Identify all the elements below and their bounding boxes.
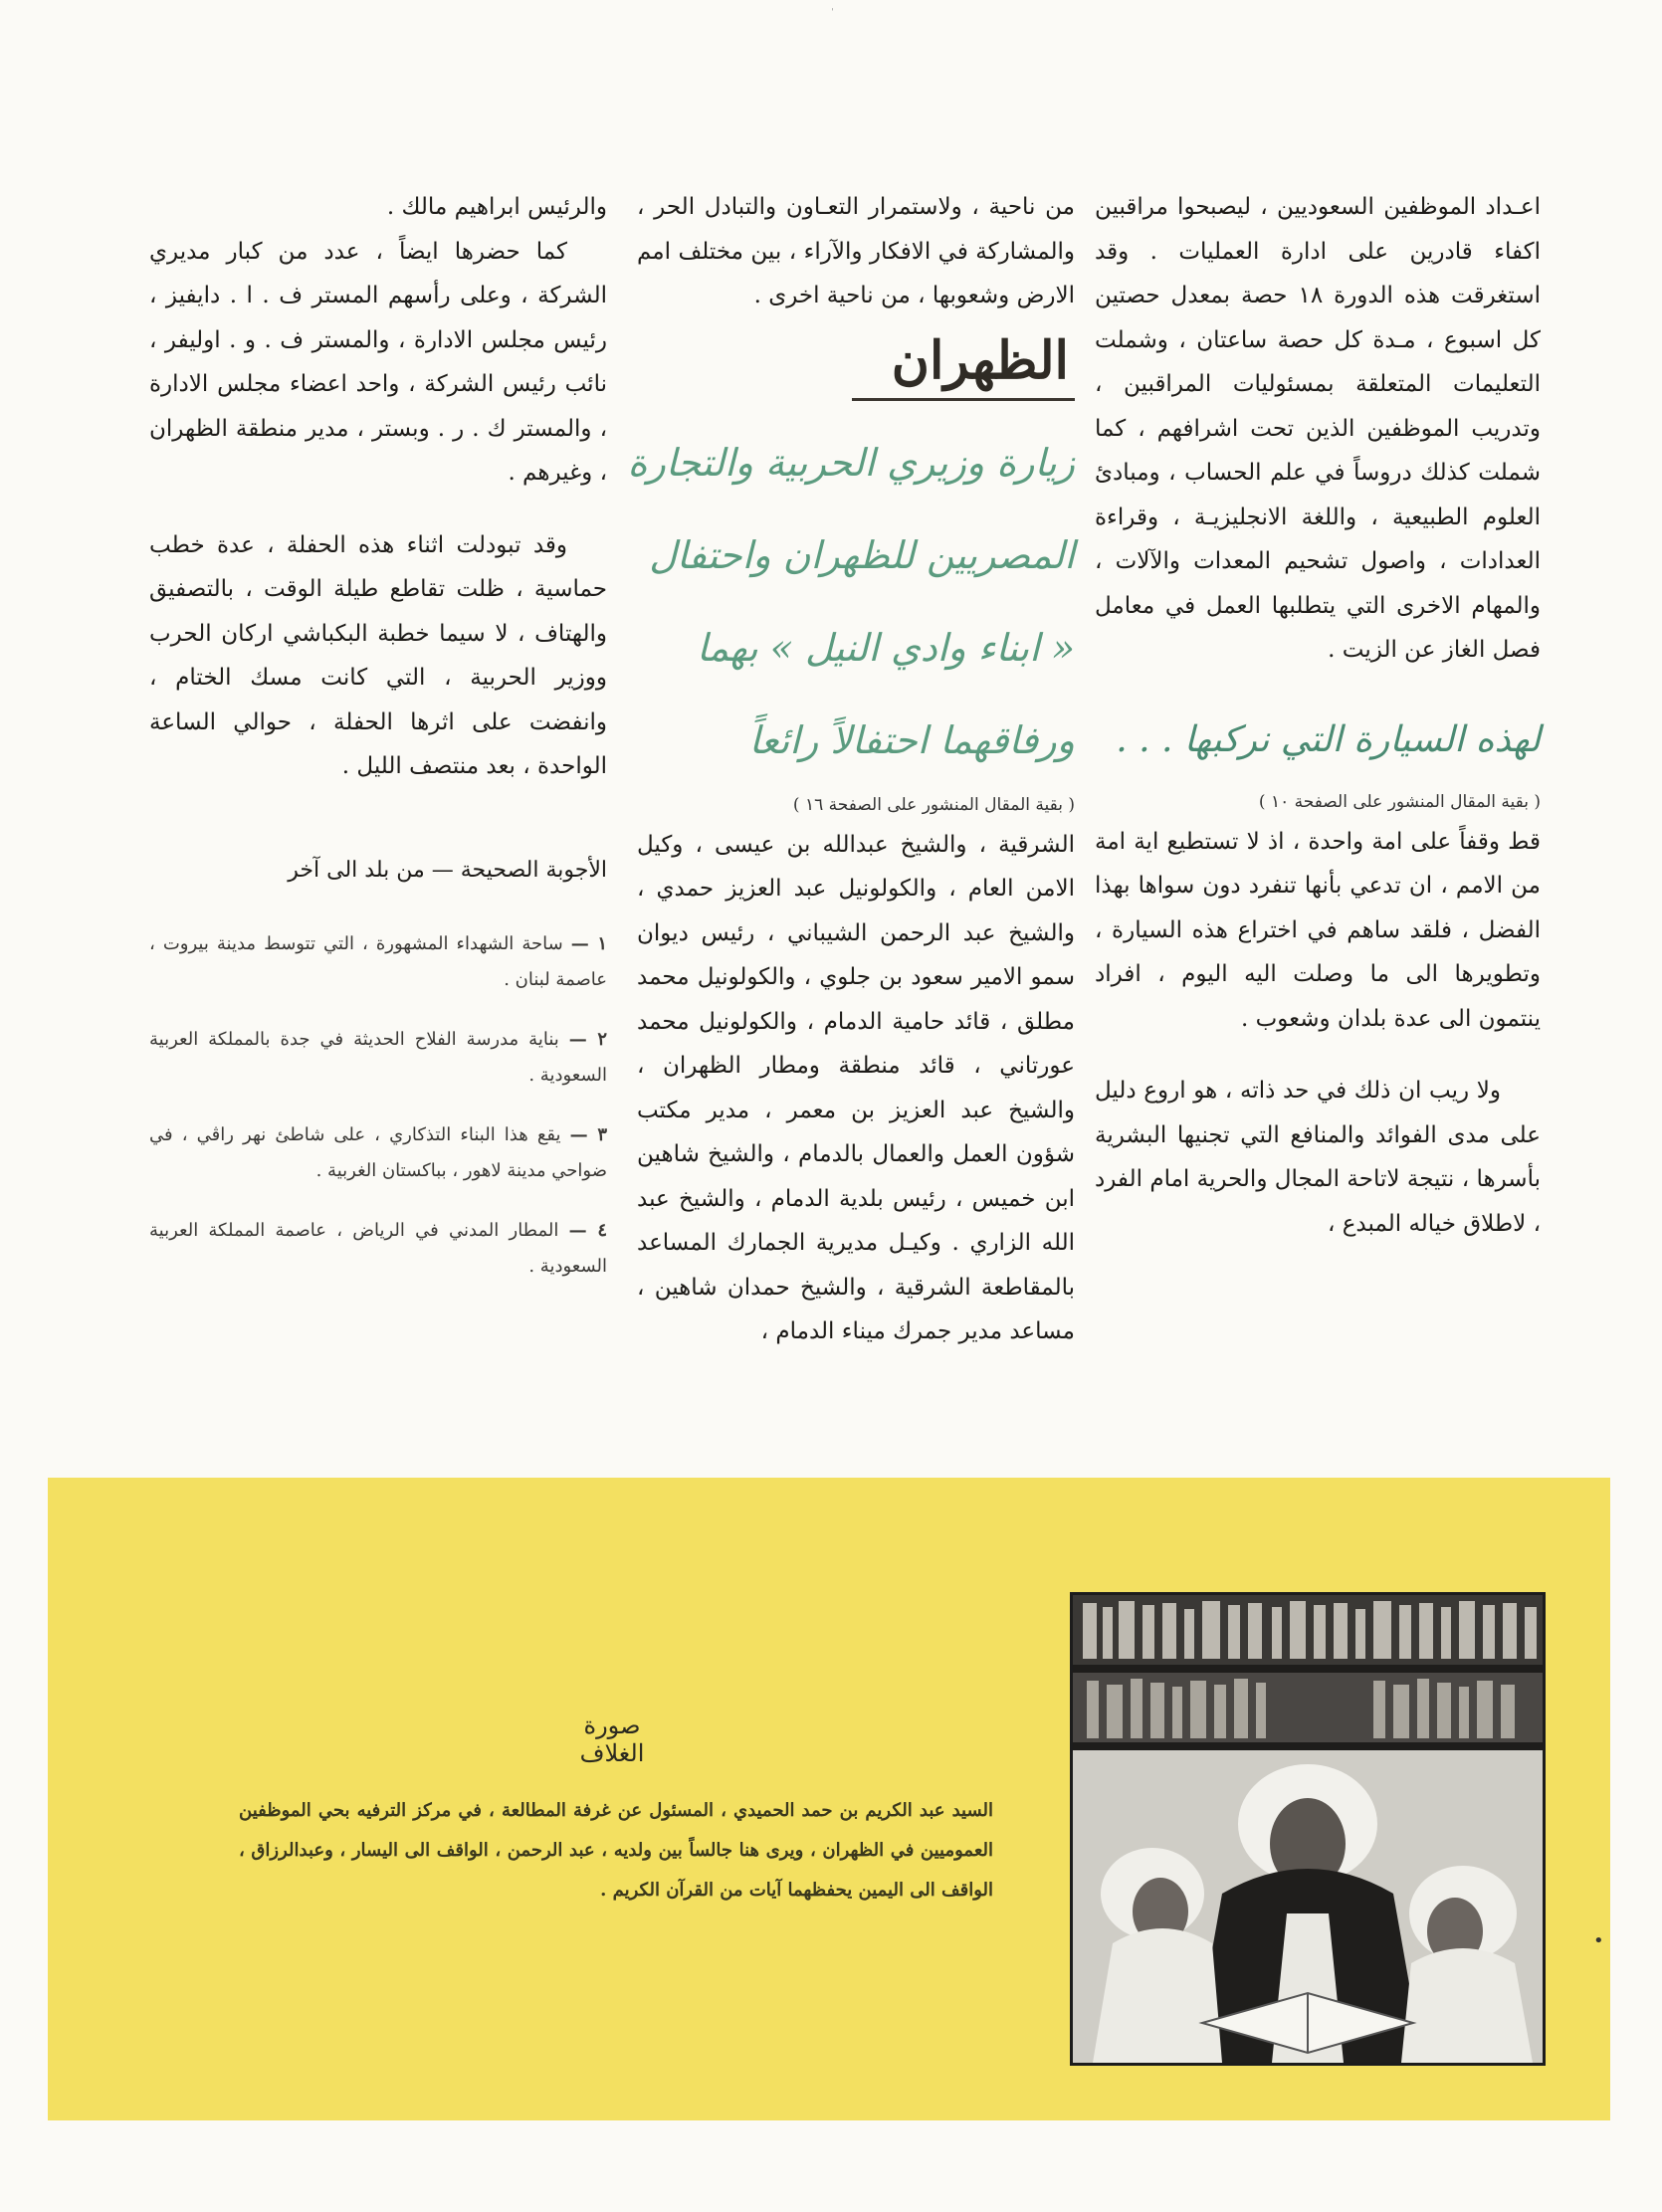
cover-caption: السيد عبد الكريم بن حمد الحميدي ، المسئول عن غرفة المطالعة ، في مركز الترفيه بحي الموظفين العموميين في الظهران ، ويرى هنا جالساً بين ولديه ، عبد الرحمن ، الواقف الى اليسار ، وعبدالرزاق ، الواقف الى اليمين يحفظهما آيات من القرآن الكريم . — [239, 1800, 993, 1901]
paragraph-speeches: وقد تبودلت اثناء هذه الحفلة ، عدة خطب حماسية ، ظلت تقاطع طيلة الوقت ، بالتصفيق والهتاف ، لا سيما خطبة البكباشي اركان الحرب ووزير الحربية ، التي كانت مسك الختام ، وانفضت على اثرها الحفلة ، حوالي الساعة الواحدة ، بعد منتصف الليل . — [149, 531, 607, 779]
paragraph-attendees: الشرقية ، والشيخ عبدالله بن عيسى ، وكيل الامن العام ، والكولونيل عبد العزيز حمدي ، والشيخ عبد الرحمن الشيباني ، رئيس ديوان سمو الامير سعود بن جلوي ، والكولونيل محمد مطلق ، قائد حامية الدمام ، والكولونيل محمد عورتاني ، قائد منطقة ومطار الظهران ، والشيخ عبد العزيز بن معمر ، مدير مكتب شؤون العمل والعمال بالدمام ، والشيخ شاهين ابن خميس ، رئيس بلدية الدمام ، والشيخ عبد الله الزاري . وكيـل مديرية الجمارك المساعد بالمقاطعة الشرقية ، والشيخ حمدان شاهين ، مساعد مدير جمرك ميناء الدمام ، — [637, 831, 1075, 1344]
car-continuation-note: ( بقية المقال المنشور على الصفحة ١٠ ) — [1258, 791, 1541, 812]
answer-number: ٤ — — [568, 1220, 607, 1241]
paragraph-car-benefits: ولا ريب ان ذلك في حد ذاته ، هو اروع دليل على مدى الفوائد والمنافع التي تجنيها البشرية بأسرها ، نتيجة لاتاحة المجال والحرية امام الفرد ، لاطلاق خياله المبدع ، — [1095, 1078, 1541, 1237]
dhahran-heading: الظهران — [852, 326, 1075, 401]
answer-number: ٣ — — [569, 1124, 607, 1145]
answer-text: المطار المدني في الرياض ، عاصمة المملكة العربية السعودية . — [149, 1220, 607, 1277]
headline-line: المصريين للظهران واحتفال — [649, 532, 1075, 577]
answer-text: يقع هذا البناء التذكاري ، على شاطئ نهر راڤي ، في ضواحي مدينة لاهور ، بباكستان الغربية . — [149, 1124, 607, 1181]
cover-photo — [1070, 1592, 1546, 2066]
headline-line: ورفاقهما احتفالاً رائعاً — [748, 717, 1075, 762]
car-article-heading: لهذه السيارة التي نركبها . . . — [1116, 718, 1541, 760]
middle-column — [627, 185, 1075, 1354]
answer-number: ٢ — — [568, 1029, 607, 1050]
answer-item — [149, 1117, 607, 1189]
paragraph-president: والرئيس ابراهيم مالك . — [386, 194, 607, 220]
right-column — [1095, 185, 1541, 1246]
visit-headline — [627, 417, 1075, 787]
visit-continuation-note: ( بقية المقال المنشور على الصفحة ١٦ ) — [792, 794, 1075, 815]
answer-text: بناية مدرسة الفلاح الحديثة في جدة بالمملكة العربية السعودية . — [149, 1029, 607, 1086]
answer-item — [149, 1022, 607, 1094]
answer-number: ١ — — [570, 933, 607, 954]
paragraph-cooperation: من ناحية ، ولاستمرار التعـاون والتبادل الحر ، والمشاركة في الافكار والآراء ، بين مختلف امم الارض وشعوبها ، من ناحية اخرى . — [637, 194, 1075, 308]
left-column — [149, 185, 607, 1308]
cover-title: صورة الغلاف — [579, 1711, 645, 1767]
headline-line: زيارة وزيري الحربية والتجارة — [627, 440, 1075, 485]
paragraph-company-directors: كما حضرها ايضاً ، عدد من كبار مديري الشركة ، وعلى رأسهم المستر ف . ا . دايفيز ، رئيس مجلس الادارة ، والمستر ف . و . اوليفر ، نائب رئيس الشركة ، واحد اعضاء مجلس الادارة ، والمستر ك . ر . وبستر ، مدير منطقة الظهران ، وغيرهم . — [149, 238, 607, 486]
panel-dot: • — [1593, 1930, 1604, 1951]
answer-text: ساحة الشهداء المشهورة ، التي تتوسط مدينة بيروت ، عاصمة لبنان . — [149, 933, 607, 990]
cover-photo-illustration — [1073, 1595, 1543, 2063]
paragraph-car-invention: قط وقفاً على امة واحدة ، اذ لا تستطيع اية امة من الامم ، ان تدعي بأنها تنفرد دون سواها بهذا الفضل ، فلقد ساهم في اختراع هذه السيارة ، وتطويرها الى ما وصلت اليه اليوم ، افراد ينتمون الى عدة بلدان وشعوب . — [1095, 828, 1541, 1032]
answers-title: الأجوبة الصحيحة — من بلد الى آخر — [288, 857, 607, 883]
paragraph-supervisors-course: اعـداد الموظفين السعوديين ، ليصبحوا مراقبين اكفاء قادرين على ادارة العمليات . وقد استغرقت هذه الدورة ١٨ حصة بمعدل حصتين كل اسبوع ، مـدة كل حصة ساعتان ، وشملت التعليمات المتعلقة بمسئوليات المراقبين ، وتدريب الموظفين الذين تحت اشرافهم ، كما شملت كذلك دروساً في علم الحساب ، ومبادئ العلوم الطبيعية ، واللغة الانجليزيـة ، وقراءة العدادات ، واصول تشحيم المعدات والآلات ، والمهام الاخرى التي يتطلبها العمل في معامل فصل الغاز عن الزيت . — [1095, 194, 1542, 663]
page-corner-mark: ˈ — [831, 8, 834, 19]
answer-item — [149, 1213, 607, 1285]
headline-line: « ابناء وادي النيل » بهما — [697, 625, 1075, 670]
answer-item — [149, 926, 607, 998]
